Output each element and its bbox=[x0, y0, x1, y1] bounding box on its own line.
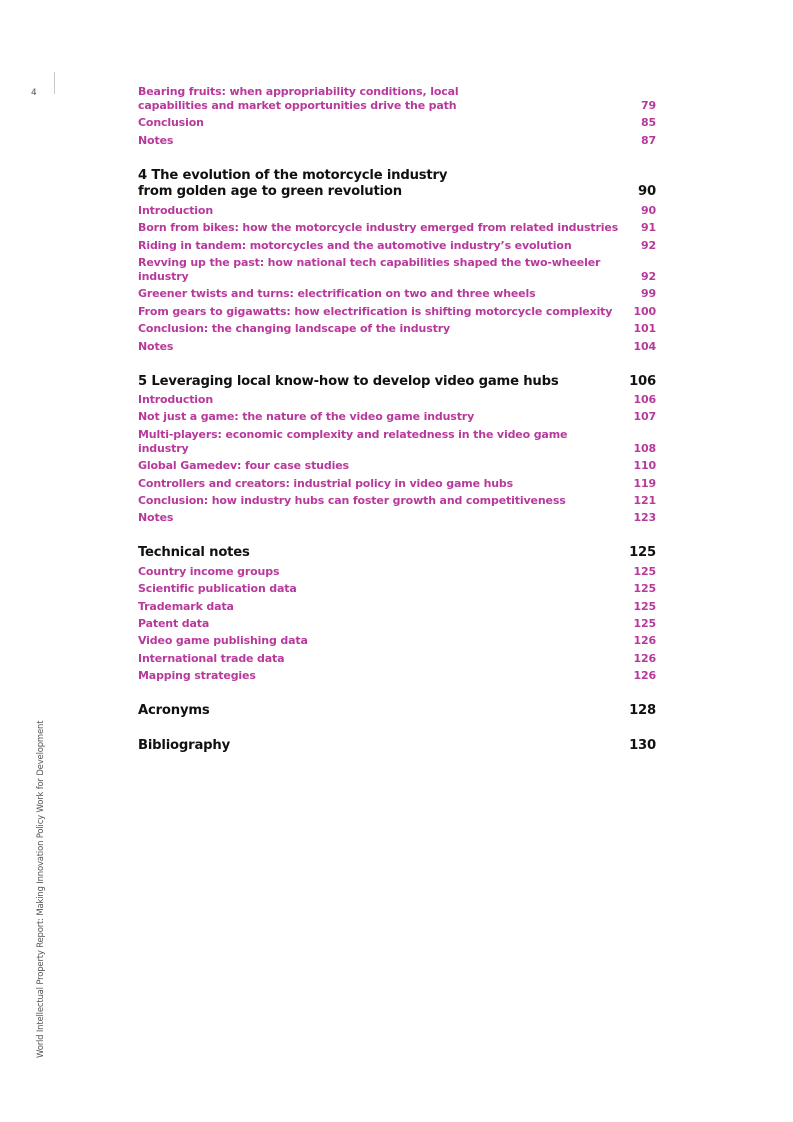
toc-entry-title: Global Gamedev: four case studies bbox=[138, 459, 349, 473]
toc-entry-title: Controllers and creators: industrial policy in video game hubs bbox=[138, 476, 514, 490]
toc-entry-title: Conclusion: the changing landscape of the industry bbox=[138, 322, 450, 336]
toc-entry[interactable] bbox=[138, 305, 656, 319]
toc-entry-page: 126 bbox=[633, 634, 656, 648]
toc-entry-title: Conclusion bbox=[138, 116, 204, 130]
toc-entry-page: 119 bbox=[633, 476, 656, 490]
toc-acronyms-heading[interactable] bbox=[138, 703, 656, 720]
toc-entry-title: Notes bbox=[138, 511, 174, 525]
toc-entry-title: Scientific publication data bbox=[138, 582, 297, 596]
toc-entry-title: Notes bbox=[138, 133, 174, 147]
toc-entry[interactable] bbox=[138, 669, 656, 683]
toc-entry-page: 92 bbox=[640, 269, 656, 283]
toc-entry-page: 87 bbox=[640, 133, 656, 147]
toc-entry[interactable] bbox=[138, 634, 656, 648]
toc-entry-page: 107 bbox=[633, 410, 656, 424]
toc-chapter-5-heading[interactable] bbox=[138, 374, 656, 391]
toc-entry[interactable] bbox=[138, 204, 656, 218]
toc-chapter-title: 4 The evolution of the motorcycle industry from golden age to green revolution bbox=[138, 167, 448, 200]
toc-entry-title: Greener twists and turns: electrification on two and three wheels bbox=[138, 287, 536, 301]
toc-entry-page: 123 bbox=[633, 511, 656, 525]
toc-entry-title: Patent data bbox=[138, 617, 210, 631]
toc-entry-title: International trade data bbox=[138, 651, 285, 665]
page-number-divider bbox=[54, 72, 55, 94]
toc-entry[interactable] bbox=[138, 477, 656, 491]
toc-entry-page: 125 bbox=[633, 599, 656, 613]
toc-entry-page: 92 bbox=[640, 238, 656, 252]
toc-entry-title: Mapping strategies bbox=[138, 669, 256, 683]
toc-entry-title: Video game publishing data bbox=[138, 634, 308, 648]
toc-entry[interactable] bbox=[138, 85, 656, 113]
toc-entry[interactable] bbox=[138, 652, 656, 666]
toc-entry[interactable] bbox=[138, 239, 656, 253]
table-of-contents bbox=[138, 85, 656, 757]
toc-entry-title: Multi-players: economic complexity and relatedness in the video game industry bbox=[138, 427, 568, 455]
toc-entry[interactable] bbox=[138, 134, 656, 148]
toc-entry-page: 126 bbox=[633, 669, 656, 683]
toc-entry[interactable] bbox=[138, 256, 656, 284]
toc-chapter-4-heading[interactable] bbox=[138, 168, 656, 201]
toc-chapter-title: Technical notes bbox=[138, 545, 250, 561]
toc-entry[interactable] bbox=[138, 340, 656, 354]
toc-entry[interactable] bbox=[138, 494, 656, 508]
toc-entry-page: 108 bbox=[633, 441, 656, 455]
toc-entry[interactable] bbox=[138, 287, 656, 301]
toc-chapter-title: Acronyms bbox=[138, 703, 210, 719]
toc-entry-page: 101 bbox=[633, 322, 656, 336]
toc-entry-title: Notes bbox=[138, 339, 174, 353]
toc-entry[interactable] bbox=[138, 428, 656, 456]
toc-entry-title: Country income groups bbox=[138, 564, 280, 578]
toc-entry[interactable] bbox=[138, 459, 656, 473]
toc-technical-notes-heading[interactable] bbox=[138, 545, 656, 562]
toc-entry-title: Riding in tandem: motorcycles and the automotive industry’s evolution bbox=[138, 238, 572, 252]
toc-entry-page: 85 bbox=[640, 116, 656, 130]
toc-entry-title: Bearing fruits: when appropriability conditions, local capabilities and market opportunities drive the path bbox=[138, 85, 459, 112]
toc-entry[interactable] bbox=[138, 600, 656, 614]
toc-entry-page: 125 bbox=[633, 582, 656, 596]
toc-entry-page: 121 bbox=[633, 493, 656, 507]
toc-entry[interactable] bbox=[138, 565, 656, 579]
toc-entry[interactable] bbox=[138, 582, 656, 596]
toc-entry-title: Introduction bbox=[138, 203, 214, 217]
toc-entry-page: 126 bbox=[633, 651, 656, 665]
toc-entry-page: 91 bbox=[640, 221, 656, 235]
toc-entry-page: 125 bbox=[633, 564, 656, 578]
toc-entry-title: Trademark data bbox=[138, 599, 234, 613]
toc-chapter-page: 90 bbox=[638, 184, 656, 200]
toc-entry-page: 104 bbox=[633, 339, 656, 353]
toc-entry-title: Introduction bbox=[138, 393, 214, 407]
toc-bibliography-heading[interactable] bbox=[138, 738, 656, 755]
page-number: 4 bbox=[31, 88, 37, 98]
toc-entry-title: From gears to gigawatts: how electrification is shifting motorcycle complexity bbox=[138, 304, 613, 318]
toc-entry[interactable] bbox=[138, 221, 656, 235]
toc-chapter-page: 130 bbox=[629, 737, 656, 753]
toc-entry[interactable] bbox=[138, 116, 656, 130]
toc-chapter-page: 125 bbox=[629, 545, 656, 561]
toc-entry-page: 79 bbox=[640, 99, 656, 112]
toc-chapter-page: 128 bbox=[629, 703, 656, 719]
toc-entry-page: 106 bbox=[633, 393, 656, 407]
toc-entry-page: 99 bbox=[640, 287, 656, 301]
toc-chapter-page: 106 bbox=[629, 373, 656, 389]
toc-entry-title: Conclusion: how industry hubs can foster growth and competitiveness bbox=[138, 493, 566, 507]
toc-entry[interactable] bbox=[138, 511, 656, 525]
toc-entry[interactable] bbox=[138, 322, 656, 336]
toc-entry-title: Revving up the past: how national tech capabilities shaped the two-wheeler industry bbox=[138, 255, 601, 283]
toc-entry-page: 125 bbox=[633, 617, 656, 631]
toc-entry[interactable] bbox=[138, 410, 656, 424]
report-side-label: World Intellectual Property Report: Making Innovation Policy Work for Development bbox=[36, 720, 46, 1058]
toc-entry-page: 90 bbox=[640, 203, 656, 217]
toc-entry[interactable] bbox=[138, 617, 656, 631]
toc-chapter-title: 5 Leveraging local know-how to develop video game hubs bbox=[138, 373, 559, 389]
toc-entry-page: 110 bbox=[633, 459, 656, 473]
toc-entry[interactable] bbox=[138, 393, 656, 407]
toc-chapter-title: Bibliography bbox=[138, 737, 230, 753]
toc-entry-title: Born from bikes: how the motorcycle industry emerged from related industries bbox=[138, 221, 619, 235]
toc-entry-title: Not just a game: the nature of the video game industry bbox=[138, 410, 475, 424]
toc-entry-page: 100 bbox=[633, 304, 656, 318]
